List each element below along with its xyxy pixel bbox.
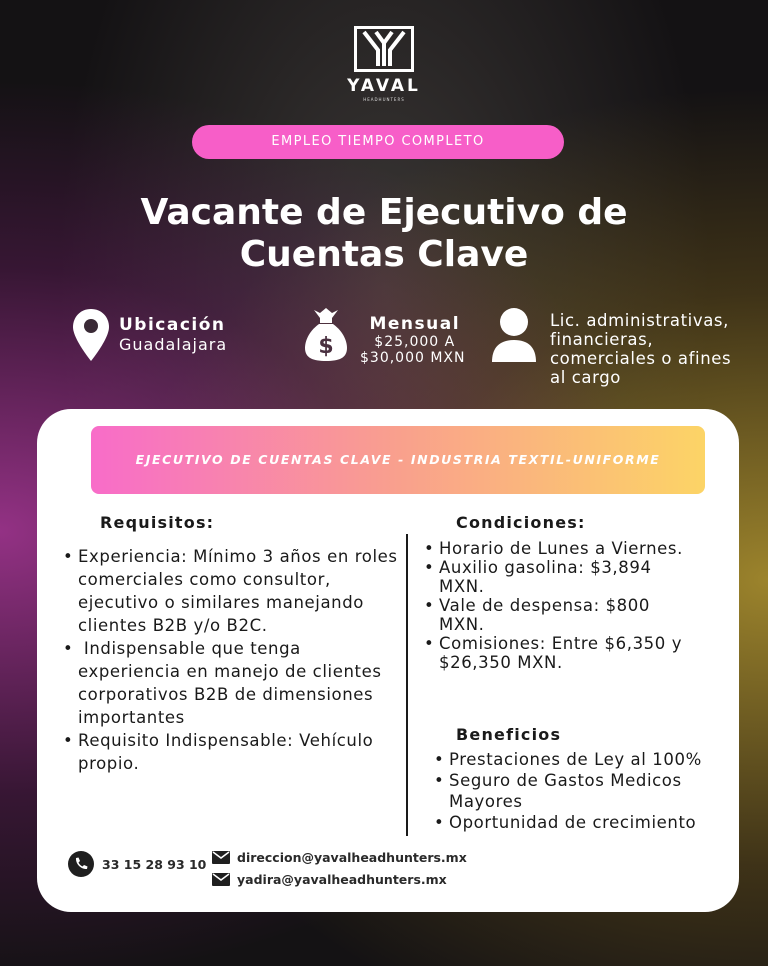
- list-item: • Horario de Lunes a Viernes.: [422, 539, 692, 558]
- brand-tagline: HEADHUNTERS: [363, 97, 405, 102]
- list-item: • Comisiones: Entre $6,350 y $26,350 MXN.: [422, 634, 692, 672]
- column-divider: [406, 534, 408, 836]
- profile-line-1: Lic. administrativas,: [550, 311, 729, 330]
- svg-text:$: $: [318, 334, 334, 359]
- email-contact-2[interactable]: [212, 868, 467, 890]
- profile-line-2: financieras,: [550, 330, 654, 349]
- title-line-2: Cuentas Clave: [239, 234, 529, 275]
- list-item: • Indispensable que tenga experiencia en manejo de clientes corporativos B2B de dimensiones importantes: [61, 637, 401, 729]
- condiciones-list: [422, 539, 692, 672]
- brand-name: YAVAL: [347, 76, 421, 96]
- list-item: • Seguro de Gastos Medicos Mayores: [432, 770, 732, 812]
- salary-line-2: $30,000 MXN: [360, 350, 466, 366]
- beneficios-heading: Beneficios: [456, 725, 562, 744]
- mail-icon: [212, 851, 230, 864]
- phone-icon: [68, 851, 94, 877]
- list-item: • Prestaciones de Ley al 100%: [432, 749, 732, 770]
- list-item: • Experiencia: Mínimo 3 años en roles comerciales como consultor, ejecutivo o similares manejando clientes B2B y/o B2C.: [61, 545, 401, 637]
- salary-label: Mensual: [369, 314, 461, 334]
- profile-line-3: comerciales o afines: [550, 349, 732, 368]
- money-bag-icon: [304, 306, 348, 362]
- condiciones-heading: Condiciones:: [456, 513, 586, 532]
- email-address-1[interactable]: direccion@yavalheadhunters.mx: [237, 849, 467, 865]
- list-item: • Vale de despensa: $800 MXN.: [422, 596, 692, 634]
- person-icon: [490, 307, 538, 363]
- phone-contact[interactable]: [68, 851, 206, 877]
- email-contact-1[interactable]: [212, 846, 467, 868]
- profile-line-4: al cargo: [550, 368, 621, 387]
- page-title: [0, 192, 768, 276]
- list-item: • Requisito Indispensable: Vehículo propio.: [61, 729, 401, 775]
- brand-logo: [0, 26, 768, 102]
- list-item: • Auxilio gasolina: $3,894 MXN.: [422, 558, 692, 596]
- email-address-2[interactable]: yadira@yavalheadhunters.mx: [237, 871, 447, 887]
- list-item: • Oportunidad de crecimiento: [432, 812, 732, 833]
- title-line-1: Vacante de Ejecutivo de: [140, 192, 628, 233]
- job-banner: EJECUTIVO DE CUENTAS CLAVE - INDUSTRIA TEXTIL-UNIFORME: [91, 426, 705, 494]
- beneficios-list: [432, 749, 732, 833]
- location-pin-icon: [72, 308, 110, 362]
- location-value: Guadalajara: [119, 335, 228, 354]
- mail-icon: [212, 873, 230, 886]
- yaval-logo-icon: [354, 26, 414, 72]
- requisitos-heading: Requisitos:: [100, 513, 215, 532]
- job-type-badge: EMPLEO TIEMPO COMPLETO: [192, 125, 564, 159]
- salary-line-1: $25,000 A: [374, 334, 456, 350]
- email-contacts: [212, 846, 467, 890]
- phone-number[interactable]: 33 15 28 93 10: [102, 856, 207, 872]
- job-details-card: [37, 409, 739, 912]
- location-label: Ubicación: [119, 315, 226, 335]
- requisitos-list: [61, 545, 401, 775]
